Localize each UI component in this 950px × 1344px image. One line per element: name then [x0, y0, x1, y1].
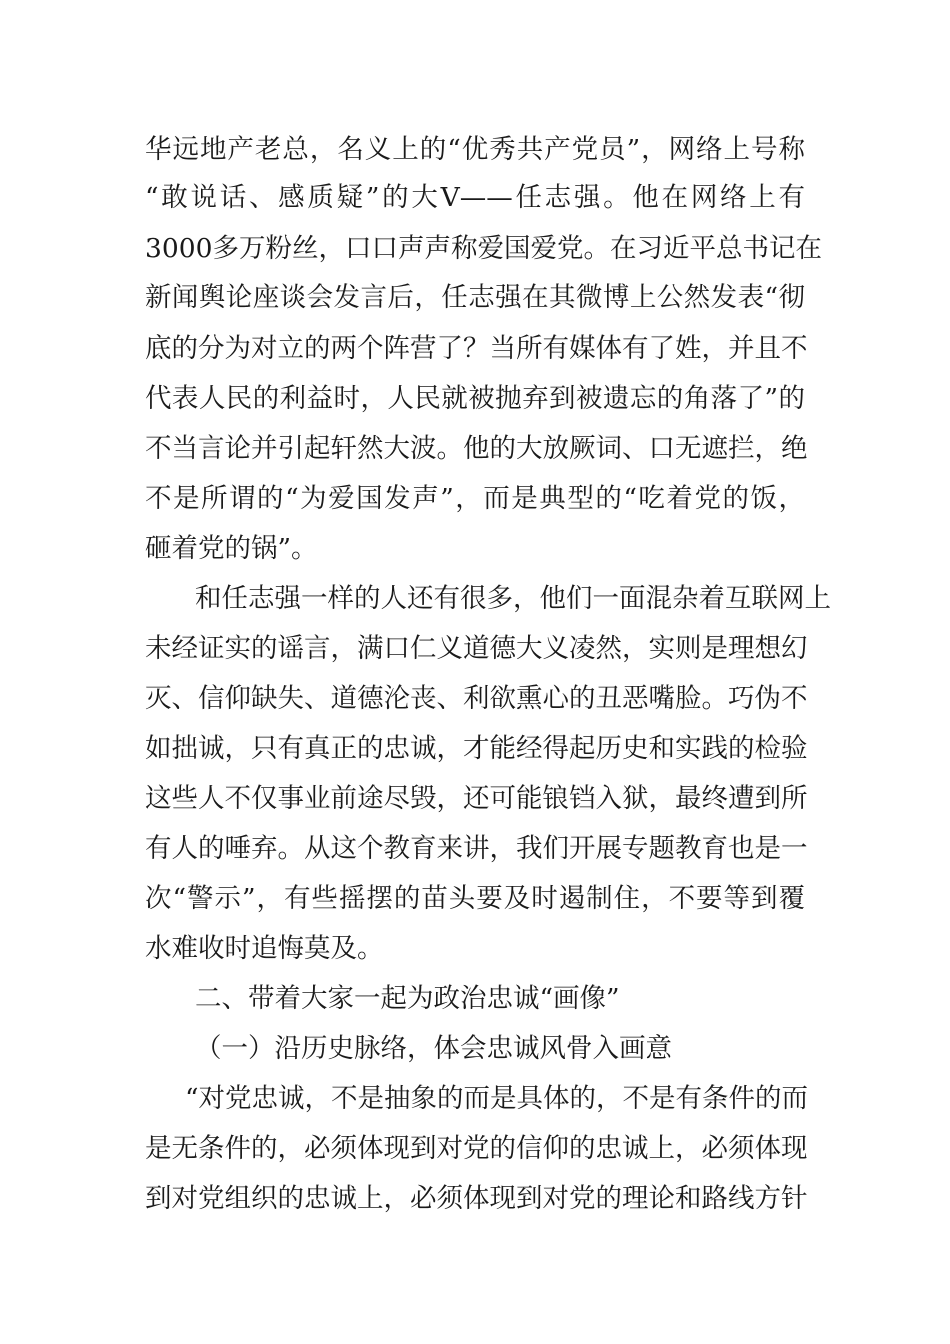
paragraph-2-line-7: 次“警示”，有些摇摆的苗头要及时遏制住，不要等到覆: [145, 883, 805, 914]
paragraph-1-line-7: 不当言论并引起轩然大波。他的大放厥词、口无遮拦，绝: [145, 433, 808, 464]
paragraph-2-line-3: 灭、信仰缺失、道德沦丧、利欲熏心的丑恶嘴脸。巧伪不: [145, 683, 808, 714]
paragraph-1-line-3: 3000多万粉丝，口口声声称爱国爱党。在习近平总书记在: [145, 233, 822, 264]
paragraph-1-line-1: 华远地产老总，名义上的“优秀共产党员”，网络上号称: [145, 134, 805, 165]
section-heading: 二、带着大家一起为政治忠诚“画像”: [195, 983, 620, 1014]
paragraph-2-line-8: 水难收时追悔莫及。: [145, 933, 384, 964]
paragraph-1-line-9: 砸着党的锅”。: [145, 533, 318, 564]
subsection-heading: （一）沿历史脉络，体会忠诚风骨入画意: [195, 1033, 672, 1064]
paragraph-1-line-8: 不是所谓的“为爱国发声”，而是典型的“吃着党的饭，: [145, 483, 805, 514]
paragraph-2-line-4: 如拙诚，只有真正的忠诚，才能经得起历史和实践的检验: [145, 733, 808, 764]
paragraph-2-line-2: 未经证实的谣言，满口仁义道德大义凌然，实则是理想幻: [145, 633, 808, 664]
paragraph-3-line-3: 到对党组织的忠诚上，必须体现到对党的理论和路线方针: [145, 1183, 808, 1214]
paragraph-3-line-1: “对党忠诚，不是抽象的而是具体的，不是有条件的而: [185, 1083, 809, 1114]
paragraph-2-line-6: 有人的唾弃。从这个教育来讲，我们开展专题教育也是一: [145, 833, 808, 864]
paragraph-2-line-1: 和任志强一样的人还有很多，他们一面混杂着互联网上: [195, 583, 831, 614]
paragraph-2-line-5: 这些人不仅事业前途尽毁，还可能锒铛入狱，最终遭到所: [145, 783, 808, 814]
paragraph-1-line-2: “敢说话、感质疑”的大V——任志强。他在网络上有: [145, 182, 805, 213]
paragraph-3-line-2: 是无条件的，必须体现到对党的信仰的忠诚上，必须体现: [145, 1133, 808, 1164]
paragraph-1-line-4: 新闻舆论座谈会发言后，任志强在其微博上公然发表“彻: [145, 282, 805, 313]
paragraph-1-line-5: 底的分为对立的两个阵营了？当所有媒体有了姓，并且不: [145, 333, 808, 364]
paragraph-1-line-6: 代表人民的利益时，人民就被抛弃到被遗忘的角落了”的: [145, 383, 805, 414]
